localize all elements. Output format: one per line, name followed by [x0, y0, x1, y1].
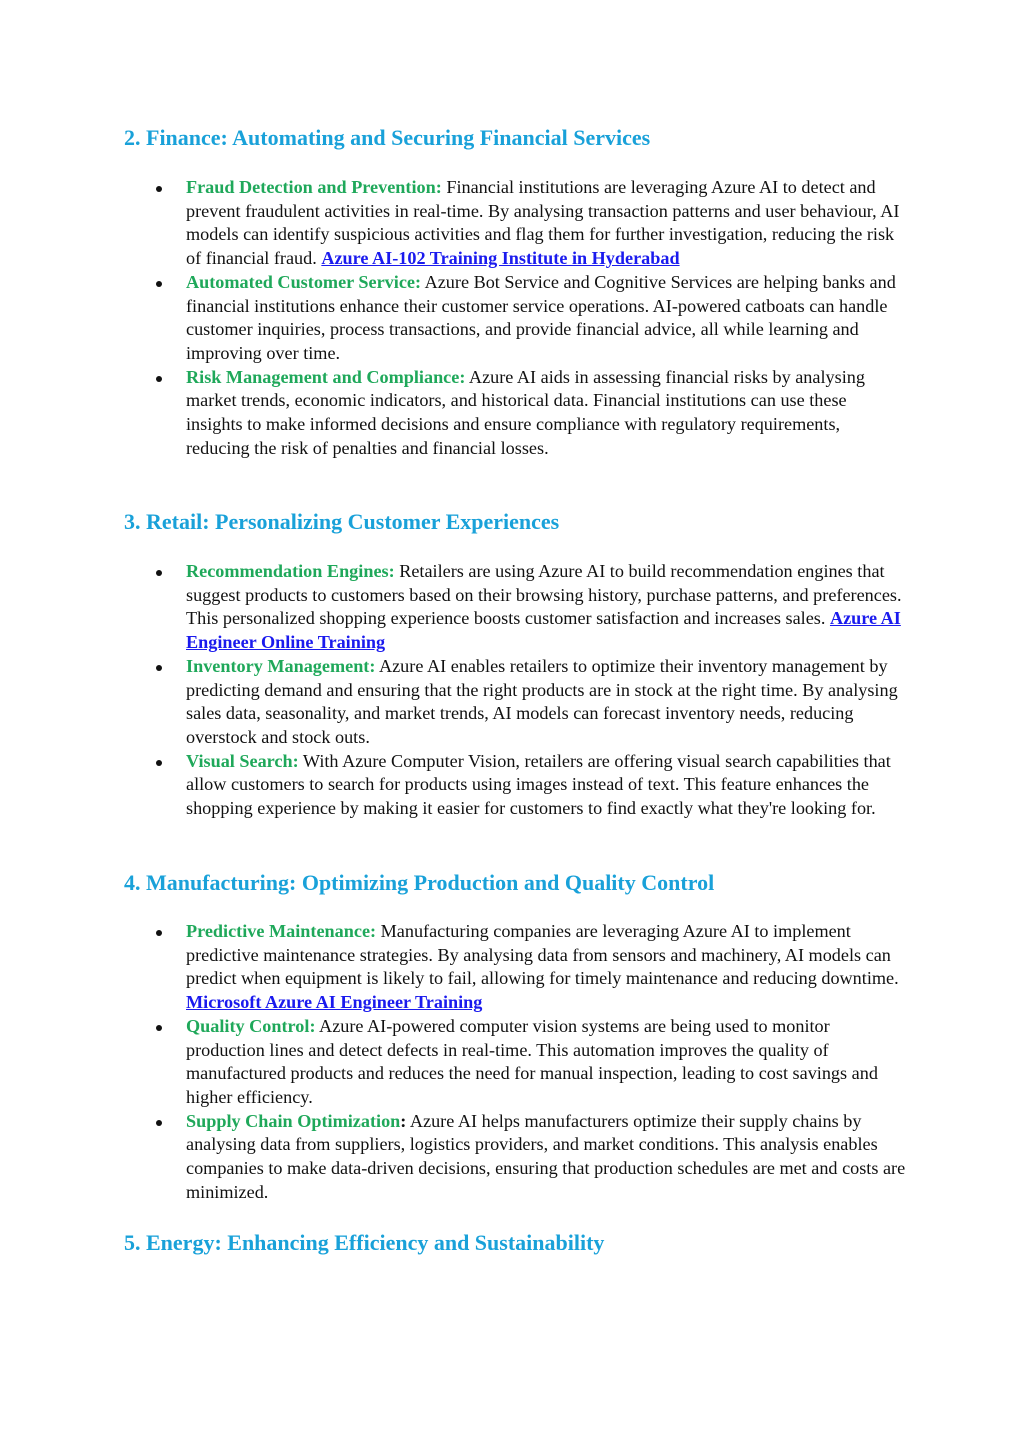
item-term-colon: :	[400, 1110, 407, 1131]
item-term: Fraud Detection and Prevention:	[186, 177, 442, 197]
item-term: Visual Search:	[186, 750, 299, 771]
bullet-list	[0, 920, 1023, 1204]
list-item	[0, 560, 906, 655]
bullet-list	[0, 560, 1023, 821]
list-item	[0, 1110, 906, 1205]
bullet-icon	[156, 570, 162, 576]
list-item	[0, 1015, 906, 1110]
list-item	[0, 750, 906, 821]
item-term: Quality Control:	[186, 1015, 316, 1036]
bullet-icon	[156, 665, 162, 671]
item-term: Automated Customer Service:	[186, 271, 422, 292]
section-heading: 4. Manufacturing: Optimizing Production and Quality Control	[124, 870, 715, 895]
item-text: Financial institutions are leveraging Azure AI to detect and prevent fraudulent activities in real-time. By analysing transaction patterns and user behaviour, AI models can identify suspicious activities and flag them for further investigation, reducing the risk of financial fraud.	[186, 177, 900, 269]
training-link[interactable]: Microsoft Azure AI Engineer Training	[186, 992, 483, 1013]
training-link[interactable]: Azure AI-102 Training Institute in Hyderabad	[321, 248, 680, 269]
bullet-icon	[156, 281, 162, 287]
list-item	[0, 655, 906, 750]
item-term: Predictive Maintenance:	[186, 921, 377, 941]
item-text: Azure AI-powered computer vision systems are being used to monitor production lines and detect defects in real-time. This automation improves the quality of manufactured products and reduces the need for manual inspection, leading to cost savings and higher efficiency.	[186, 1015, 878, 1107]
item-term: Risk Management and Compliance:	[186, 366, 466, 387]
bullet-icon	[156, 186, 162, 192]
section-heading: 3. Retail: Personalizing Customer Experiences	[124, 509, 560, 534]
list-item	[0, 920, 906, 1015]
item-text: Azure AI aids in assessing financial risks by analysing market trends, economic indicators, and historical data. Financial institutions can use these insights to make informed decisions and ensure compliance with regulatory requirements, reducing the risk of penalties and financial losses.	[186, 366, 865, 458]
item-text: Manufacturing companies are leveraging Azure AI to implement predictive maintenance strategies. By analysing data from sensors and machinery, AI models can predict when equipment is likely to fail, allowing for timely maintenance and reducing downtime.	[186, 921, 899, 989]
item-term: Supply Chain Optimization	[186, 1110, 401, 1131]
item-text: With Azure Computer Vision, retailers are offering visual search capabilities that allow customers to search for products using images instead of text. This feature enhances the shopping experience by making it easier for customers to find exactly what they're looking for.	[186, 750, 891, 819]
section-heading: 5. Energy: Enhancing Efficiency and Sustainability	[124, 1230, 605, 1255]
bullet-icon	[156, 1025, 162, 1031]
bullet-icon	[156, 1120, 162, 1126]
item-text: Azure Bot Service and Cognitive Services are helping banks and financial institutions enhance their customer service operations. AI-powered catboats can handle customer inquiries, process transactions, and provide financial advice, all while learning and improving over time.	[186, 271, 896, 363]
section-heading: 2. Finance: Automating and Securing Financial Services	[124, 125, 651, 150]
training-link[interactable]: Azure AI Engineer Online Training	[186, 608, 901, 653]
item-text: Retailers are using Azure AI to build recommendation engines that suggest products to customers based on their browsing history, purchase patterns, and preferences. This personalized shopping experience boosts customer satisfaction and increases sales.	[186, 561, 902, 629]
item-term: Inventory Management:	[186, 655, 376, 676]
list-item	[0, 366, 906, 461]
item-term: Recommendation Engines:	[186, 561, 395, 581]
bullet-list	[0, 176, 1023, 460]
item-text: Azure AI enables retailers to optimize their inventory management by predicting demand and ensuring that the right products are in stock at the right time. By analysing sales data, seasonality, and market trends, AI models can forecast inventory needs, reducing overstock and stock outs.	[186, 655, 898, 747]
list-item	[0, 271, 906, 366]
list-item	[0, 176, 906, 271]
bullet-icon	[156, 930, 162, 936]
bullet-icon	[156, 376, 162, 382]
item-text: Azure AI helps manufacturers optimize their supply chains by analysing data from suppliers, logistics providers, and market conditions. This analysis enables companies to make data-driven decisions, ensuring that production schedules are met and costs are minimized.	[186, 1110, 906, 1202]
bullet-icon	[156, 760, 162, 766]
